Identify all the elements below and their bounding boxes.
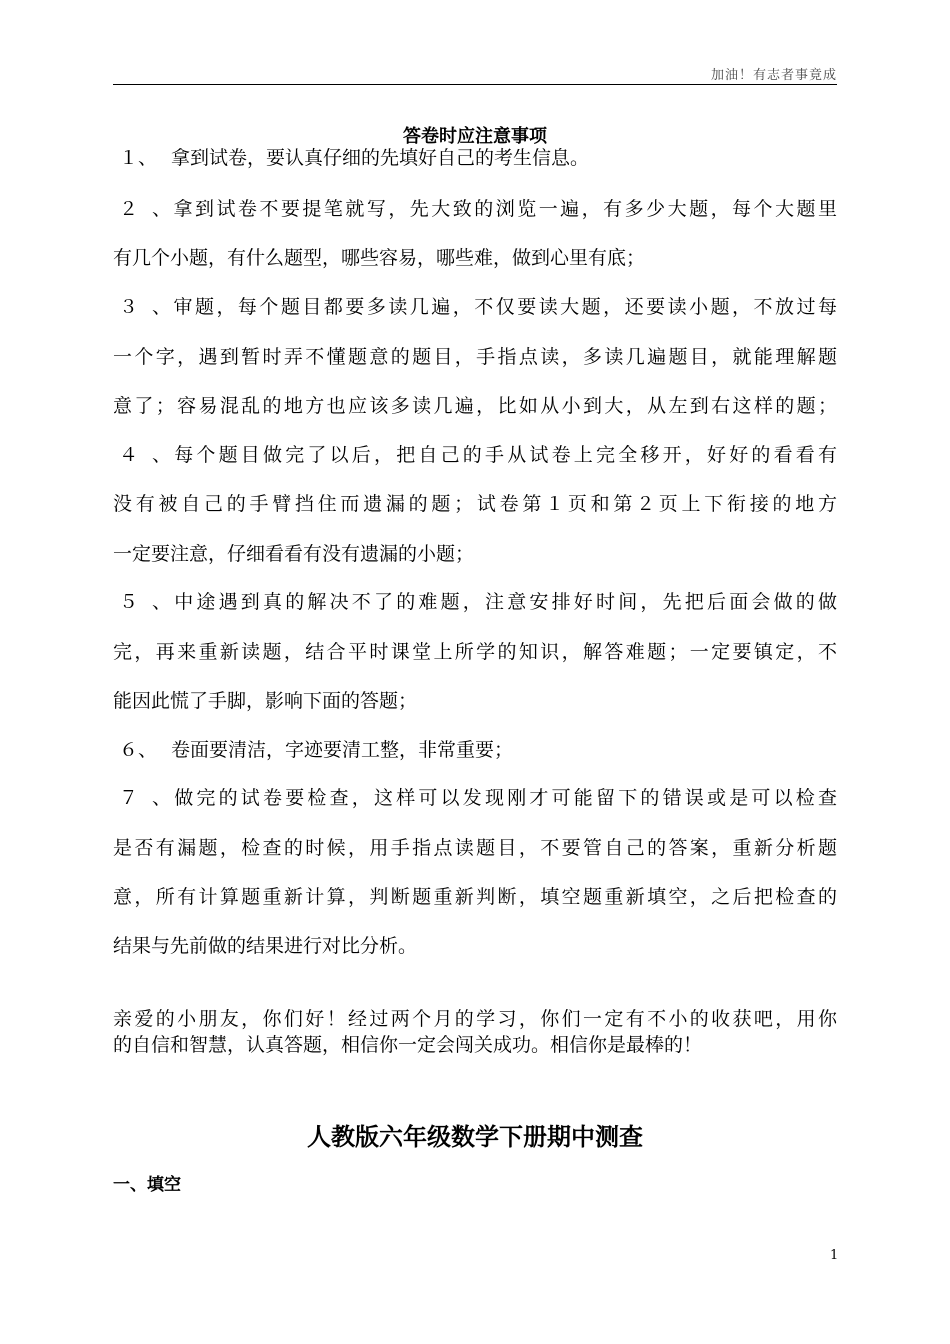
notice-item-5-continued: 能因此慌了手脚，影响下面的答题； bbox=[113, 690, 418, 712]
item-number: ５、 bbox=[119, 591, 171, 613]
item-text: 拿到试卷不要提笔就写，先大致的浏览一遍，有多少大题，每个大题里 bbox=[171, 198, 837, 220]
item-number: ３、 bbox=[119, 296, 171, 318]
item-number: ４、 bbox=[119, 444, 171, 466]
item-number: ７、 bbox=[119, 787, 171, 809]
notice-item-7-continued: 结果与先前做的结果进行对比分析。 bbox=[113, 935, 418, 957]
header-motto: 加油！有志者事竟成 bbox=[710, 68, 837, 83]
notice-item-4-continued: 没有被自己的手臂挡住而遗漏的题；试卷第１页和第２页上下衔接的地方 bbox=[113, 493, 837, 515]
notice-item-3 bbox=[113, 295, 837, 319]
item-number: ６、 bbox=[119, 739, 158, 761]
page-number: 1 bbox=[830, 1248, 839, 1263]
item-text: 中途遇到真的解决不了的难题，注意安排好时间，先把后面会做的做 bbox=[171, 591, 837, 613]
greeting-line-1: 亲爱的小朋友，你们好！经过两个月的学习，你们一定有不小的收获吧，用你 bbox=[113, 1008, 837, 1030]
notice-item-1 bbox=[113, 146, 837, 170]
notice-item-7 bbox=[113, 786, 837, 810]
notice-item-5-continued: 完，再来重新读题，结合平时课堂上所学的知识，解答难题；一定要镇定，不 bbox=[113, 641, 837, 663]
notice-item-6 bbox=[113, 738, 837, 762]
notice-item-3-continued: 一个字，遇到暂时弄不懂题意的题目，手指点读，多读几遍题目，就能理解题 bbox=[113, 346, 837, 368]
item-text: 卷面要清洁，字迹要清工整，非常重要； bbox=[171, 739, 514, 761]
notice-item-2 bbox=[113, 197, 837, 221]
exam-title: 人教版六年级数学下册期中测查 bbox=[307, 1122, 643, 1151]
notice-item-4 bbox=[113, 443, 837, 467]
section-heading-fill-in: 一、填空 bbox=[113, 1175, 181, 1195]
notice-item-5 bbox=[113, 590, 837, 614]
notice-item-2-continued: 有几个小题，有什么题型，哪些容易，哪些难，做到心里有底； bbox=[113, 247, 646, 269]
item-text: 拿到试卷，要认真仔细的先填好自己的考生信息。 bbox=[171, 147, 590, 169]
notice-item-3-continued: 意了；容易混乱的地方也应该多读几遍，比如从小到大，从左到右这样的题； bbox=[113, 395, 837, 417]
greeting-line-2: 的自信和智慧，认真答题，相信你一定会闯关成功。相信你是最棒的！ bbox=[113, 1034, 703, 1056]
item-number: ２、 bbox=[119, 198, 171, 220]
notice-item-4-continued: 一定要注意，仔细看看有没有遗漏的小题； bbox=[113, 543, 475, 565]
notice-item-7-continued: 是否有漏题，检查的时候，用手指点读题目，不要管自己的答案，重新分析题 bbox=[113, 837, 837, 859]
notice-item-7-continued: 意，所有计算题重新计算，判断题重新判断，填空题重新填空，之后把检查的 bbox=[113, 886, 837, 908]
item-text: 审题，每个题目都要多读几遍，不仅要读大题，还要读小题，不放过每 bbox=[171, 296, 837, 318]
item-text: 每个题目做完了以后，把自己的手从试卷上完全移开，好好的看看有 bbox=[171, 444, 837, 466]
item-text: 做完的试卷要检查，这样可以发现刚才可能留下的错误或是可以检查 bbox=[171, 787, 837, 809]
notice-title: 答卷时应注意事项 bbox=[403, 126, 547, 147]
header-divider bbox=[113, 84, 837, 85]
item-number: １、 bbox=[119, 147, 158, 169]
